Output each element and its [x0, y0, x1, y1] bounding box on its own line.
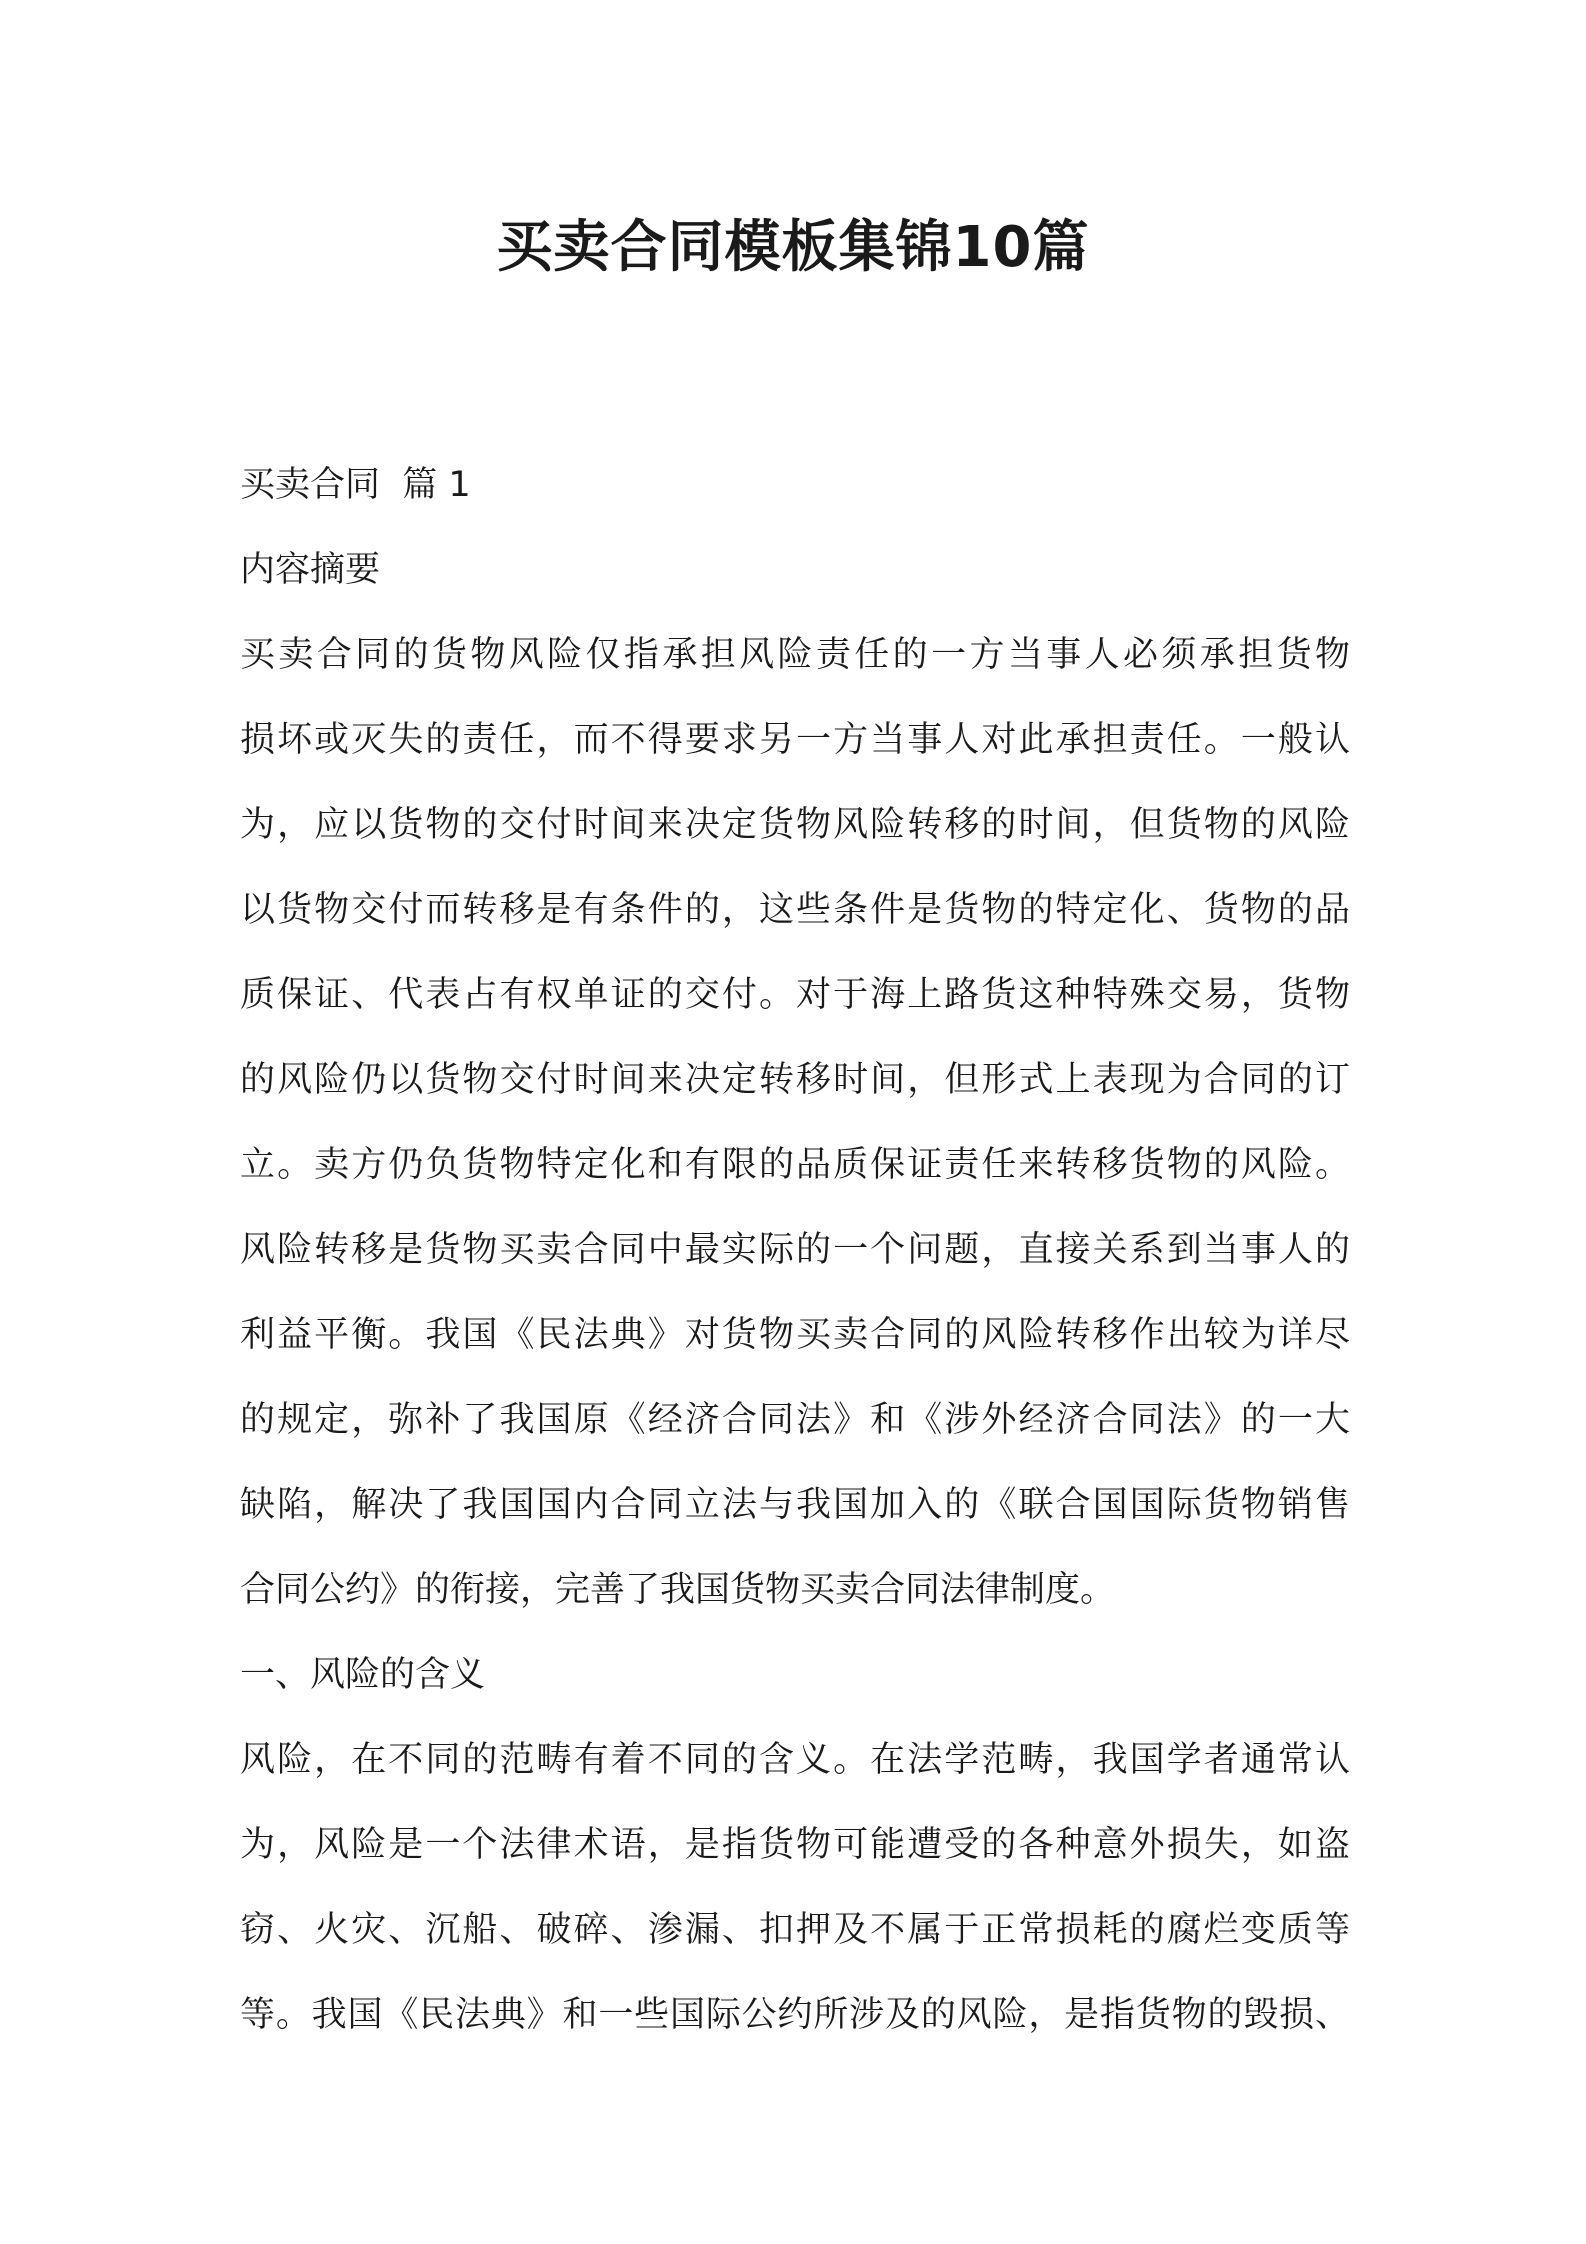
paragraph-line: 买卖合同的货物风险仅指承担风险责任的一方当事人必须承担货物 — [240, 635, 1350, 675]
paragraph-risk-meaning — [240, 1718, 1350, 2058]
paragraph-line: 风险转移是货物买卖合同中最实际的一个问题，直接关系到当事人的 — [240, 1230, 1350, 1270]
paragraph-line: 缺陷，解决了我国国内合同立法与我国加入的《联合国国际货物销售 — [240, 1485, 1350, 1525]
paragraph-line: 为，应以货物的交付时间来决定货物风险转移的时间，但货物的风险 — [240, 805, 1350, 845]
paragraph-line: 风险，在不同的范畴有着不同的含义。在法学范畴，我国学者通常认 — [240, 1740, 1350, 1780]
section-heading: 一、风险的含义 — [240, 1655, 486, 1695]
section-title: 买卖合同 篇 1 — [240, 465, 471, 505]
paragraph-line: 损坏或灭失的责任，而不得要求另一方当事人对此承担责任。一般认 — [240, 720, 1350, 760]
paragraph-line: 窃、火灾、沉船、破碎、渗漏、扣押及不属于正常损耗的腐烂变质等 — [240, 1910, 1350, 1950]
paragraph-line: 利益平衡。我国《民法典》对货物买卖合同的风险转移作出较为详尽 — [240, 1315, 1350, 1355]
paragraph-abstract — [240, 613, 1350, 1208]
paragraph-line: 为，风险是一个法律术语，是指货物可能遭受的各种意外损失，如盗 — [240, 1825, 1350, 1865]
paragraph-line: 的规定，弥补了我国原《经济合同法》和《涉外经济合同法》的一大 — [240, 1400, 1350, 1440]
paragraph-line: 质保证、代表占有权单证的交付。对于海上路货这种特殊交易，货物 — [240, 975, 1350, 1015]
paragraph-line: 立。卖方仍负货物特定化和有限的品质保证责任来转移货物的风险。 — [240, 1145, 1350, 1185]
paragraph-risk-transfer — [240, 1208, 1350, 1633]
paragraph-line: 以货物交付而转移是有条件的，这些条件是货物的特定化、货物的品 — [240, 890, 1350, 930]
paragraph-line: 的风险仍以货物交付时间来决定转移时间，但形式上表现为合同的订 — [240, 1060, 1350, 1100]
abstract-heading: 内容摘要 — [240, 550, 381, 590]
document-body — [240, 443, 1350, 2058]
paragraph-line: 等。我国《民法典》和一些国际公约所涉及的风险，是指货物的毁损、 — [240, 1995, 1350, 2035]
paragraph-line: 合同公约》的衔接，完善了我国货物买卖合同法律制度。 — [240, 1570, 1116, 1610]
document-title: 买卖合同模板集锦10篇 — [496, 215, 1090, 280]
